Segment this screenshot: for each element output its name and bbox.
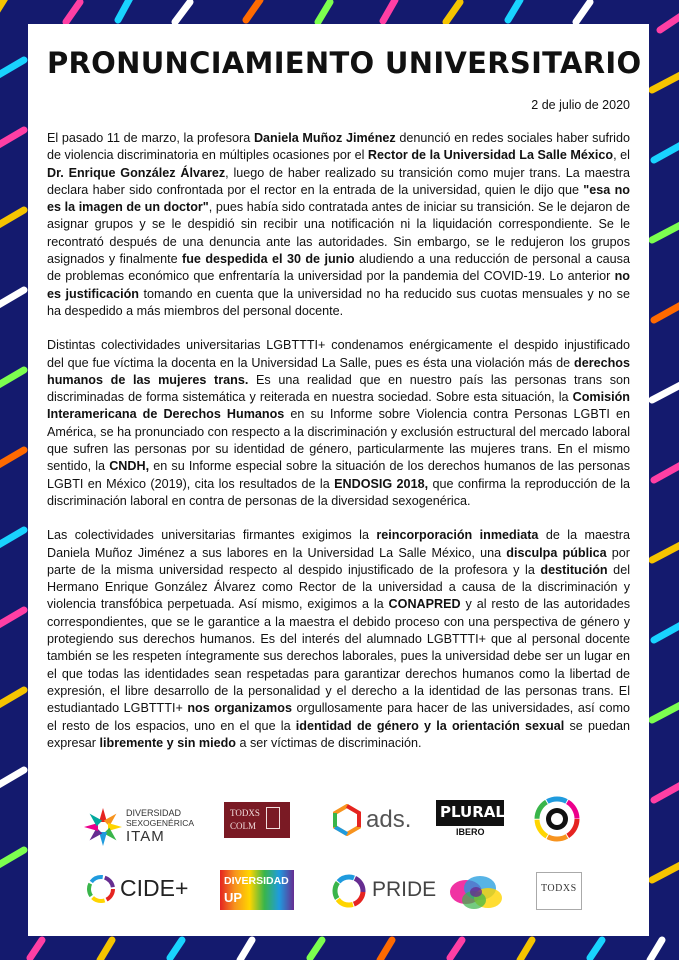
itam-line-1: DIVERSIDAD xyxy=(126,808,182,818)
bold-phrase: Daniela Muñoz Jiménez xyxy=(253,131,396,145)
text-run: se puedan expresar xyxy=(47,718,630,750)
bold-phrase: libremente y sin miedo xyxy=(99,735,236,750)
bold-phrase: no es justificación xyxy=(47,269,630,301)
bold-phrase: Rector de la Universidad La Salle México xyxy=(367,148,614,163)
dup-line-1: DIVERSIDAD xyxy=(224,875,289,887)
todxs-colmex-line-1: TODXS xyxy=(230,808,260,818)
text-run: Es una realidad que en nuestro país las personas trans son discriminadas de forma sistemática y reiterada en nuestra sociedad. Sobre esta situación, la xyxy=(47,372,630,405)
document-date: 2 de julio de 2020 xyxy=(531,98,630,112)
logo-pride xyxy=(332,874,442,908)
paragraph-3 xyxy=(47,527,630,752)
bold-phrase: ENDOSIG 2018, xyxy=(334,476,429,491)
logo-rainbow-splash xyxy=(446,872,508,912)
text-run: del Hermano Enrique González Álvarez como Rector de la universidad a causa de la discriminación y violencia transfóbica perpetuada. Así mismo, exigimos a la xyxy=(47,562,630,612)
ads-hexagon-icon xyxy=(332,804,362,836)
text-run: y al resto de las autoridades correspondientes, que se le garantice a la maestra el debido proceso con una perspectiva de género y protegiendo sus derechos humanos. Es del interés del alumnado LGBTTTI+ que al personal docente también se les respeten íntegramente sus derechos laborales, pues la universidad debe ser un lugar en el que todas las identidades sean respetadas para garantizar derechos humanos como la libertad de expresión, el libre desarrollo de la personalidad y el derecho a la identidad de las personas trans. El estudiantado LGBTTTI+ xyxy=(47,597,630,716)
cide-label: CIDE+ xyxy=(120,875,189,901)
rainbow-splash-icon xyxy=(446,872,508,912)
text-run: en su Informe especial sobre la situación de los derechos humanos de las personas LGBTI en México (2019), cita los resultados de la xyxy=(47,459,630,491)
bold-phrase: nos organizamos xyxy=(187,701,292,716)
text-run: Distintas colectividades universitarias LGBTTTI+ condenamos enérgicamente el despido injustificado del que fue víctima la docenta en la Universidad La Salle, pues es ésta una violación más de xyxy=(47,338,630,370)
plural-line-1: PLURAL xyxy=(440,803,505,821)
cide-rainbow-icon xyxy=(86,874,116,904)
text-run: , luego de haber realizado su transición como mujer trans. La maestra declara haber sido confrontada por el rector en la entrada de la universidad, quien le dijo que xyxy=(47,165,631,197)
dup-line-2: UP xyxy=(224,890,243,905)
pride-label: PRIDE xyxy=(372,878,437,901)
text-run: , pues había sido contratada antes de iniciar su transición. Se le dejaron de asignar grupos y se le despidió sin recibir una notificación ni la liquidación correspondiente. Se le recontrató después de una denuncia ante las autoridades. Sin embargo, se le redujeron los grupos asignados y finalmente xyxy=(47,200,631,267)
paragraph-2 xyxy=(47,337,630,510)
document-title: PRONUNCIAMIENTO UNIVERSITARIO xyxy=(47,46,642,80)
text-run: orgullosamente para hacer de las universidades, así como el resto de los espacios, uno en el que la xyxy=(47,701,630,733)
itam-line-3: ITAM xyxy=(126,828,165,845)
bold-phrase: disculpa pública xyxy=(506,545,607,560)
paragraph-1 xyxy=(47,130,630,320)
plural-line-2: IBERO xyxy=(456,827,485,837)
logo-diversidad-up xyxy=(220,870,294,910)
text-run: de la maestra Daniela Muñoz Jiménez a sus labores en la Universidad La Salle México, una xyxy=(47,528,630,560)
text-run: a ser víctimas de discriminación. xyxy=(235,735,422,750)
bold-phrase: Dr. Enrique González Álvarez xyxy=(47,165,226,180)
pride-circle-icon xyxy=(332,874,366,908)
bold-phrase: identidad de género y la orientación sexual xyxy=(295,718,565,733)
document-sheet xyxy=(28,24,649,936)
logo-rainbow-emblem xyxy=(534,796,580,842)
bold-phrase: CNDH, xyxy=(109,459,150,474)
text-run: aludiendo a una reducción de personal a causa de problemas económico que enfrentaría la universidad por la pandemia del COVID-19. Lo anterior xyxy=(47,252,630,284)
logo-plural-ibero xyxy=(436,800,504,840)
colmex-crest-icon xyxy=(266,807,280,829)
text-run: El pasado 11 de marzo, la profesora xyxy=(47,131,254,145)
ads-label: ads. xyxy=(366,806,412,833)
text-run: por parte de la misma universidad respecto al despido injustificado de la profesora y la xyxy=(47,545,630,577)
todxs-label: TODXS xyxy=(541,883,577,894)
text-run: en su Informe sobre Violencia contra Personas LGBTI en América, se ha pronunciado con respecto a la discriminación y exclusión estructural del mercado laboral que sufren las personas por su identidad de género, particularmente las mujeres trans. En el mismo sentido, la xyxy=(47,407,630,474)
text-run: que confirma la reproducción de la discriminación laboral en contra de personas de la diversidad sexogenérica. xyxy=(47,476,630,508)
rainbow-emblem-icon xyxy=(534,796,580,842)
logo-todxs xyxy=(536,872,582,910)
text-run: tomando en cuenta que la universidad no ha reducido sus cuotas mensuales y no se ha despedido a más miembros del personal docente. xyxy=(47,286,630,318)
bold-phrase: reincorporación inmediata xyxy=(376,528,539,543)
logo-cide xyxy=(86,874,196,908)
logo-ads xyxy=(332,804,418,838)
text-run: Las colectividades universitarias firmantes exigimos la xyxy=(47,528,377,543)
logo-strip xyxy=(28,790,649,930)
bold-phrase: "esa no es la imagen de un doctor" xyxy=(47,182,630,215)
rainbow-star-icon xyxy=(82,806,124,848)
bold-phrase: CONAPRED xyxy=(388,597,461,612)
logo-diversidad-itam xyxy=(82,804,202,850)
bold-phrase: Comisión Interamericana de Derechos Humanos xyxy=(47,390,630,422)
logo-todxs-colmex xyxy=(224,802,290,838)
itam-line-2: SEXOGENÉRICA xyxy=(126,818,195,828)
bold-phrase: destitución xyxy=(540,562,608,577)
text-run: denunció en redes sociales haber sufrido de violencia discriminatoria en múltiples ocasiones por el xyxy=(47,131,630,163)
bold-phrase: derechos humanos de las mujeres trans. xyxy=(47,355,630,387)
todxs-colmex-line-2: COLM xyxy=(230,821,257,831)
bold-phrase: fue despedida el 30 de junio xyxy=(182,252,355,267)
text-run: , el xyxy=(613,148,630,163)
